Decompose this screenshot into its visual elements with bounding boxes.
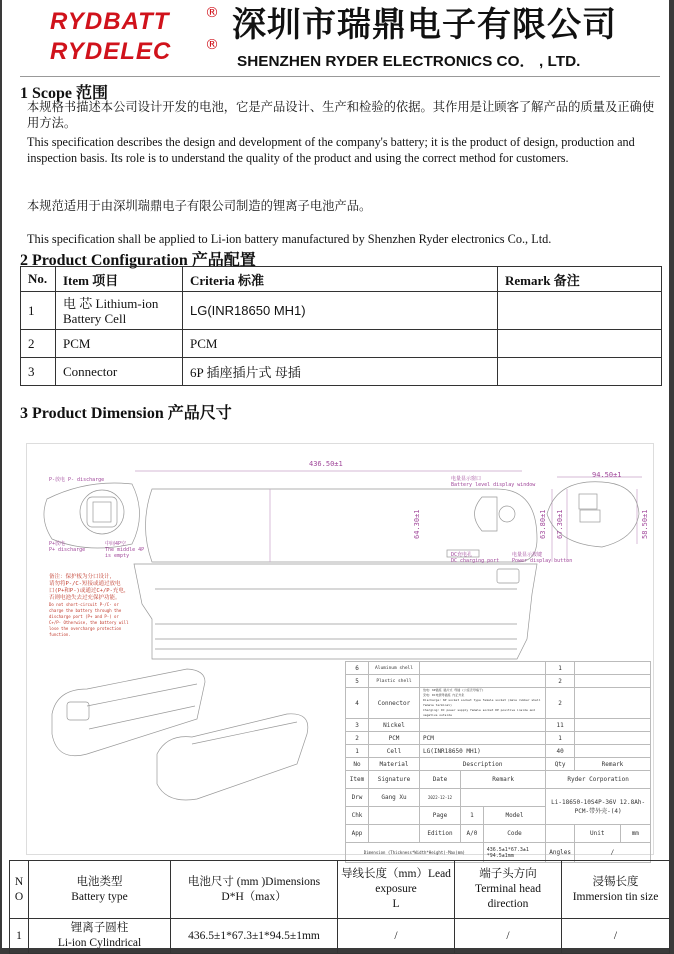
col-no: N O [10,861,29,919]
section-3-heading: 3 Product Dimension 产品尺寸 [20,405,232,422]
tb-empty [546,825,575,843]
battery-iso-view-2 [157,714,308,800]
tb-edition: A/0 [461,825,484,843]
tb-drw: Drw [346,789,369,807]
bom-description [420,675,546,688]
tb-app: App [346,825,369,843]
col-dimensions: 电池尺寸 (mm )Dimensions D*H（max） [171,861,338,919]
product-dimension-drawing [26,443,654,859]
annotation-dc-port: DC充电孔 DC charging port [451,552,500,564]
tb-corporation: Ryder Corporation [546,771,651,789]
title-block-row [346,825,651,843]
row-battery-type: 锂离子圆柱 Li-ion Cylindrical [29,919,171,954]
bom-qty: 11 [546,719,575,732]
col-criteria: Criteria 标准 [183,267,498,292]
battery-top-view [134,564,537,659]
col-battery-type: 电池类型 Battery type [29,861,171,919]
row-item: PCM [56,330,183,358]
tb-angles-label: Angles [546,843,575,863]
bom-no: 3 [346,719,369,732]
tb-code: Code [483,825,546,843]
bom-header-no: No [346,758,369,771]
bom-header-material: Material [369,758,420,771]
row-no: 2 [21,330,56,358]
col-no: No. [21,267,56,292]
tb-date: Date [420,771,461,789]
tb-drw-name: Gang Xu [369,789,420,807]
connector-socket [87,497,117,527]
tb-unit-label: Unit [574,825,620,843]
battery-summary-table [9,860,670,954]
row-criteria: LG(INR18650 MH1) [183,292,498,330]
row-no: 1 [10,919,29,954]
bom-header-remark: Remark [574,758,650,771]
tb-item: Item [346,771,369,789]
company-name-en: SHENZHEN RYDER ELECTRONICS CO． , LTD. [237,53,581,70]
tb-page-label: Page [420,807,461,825]
registered-mark-icon: ® [205,37,219,53]
dc-port-housing [475,497,498,531]
scope-en-text: This specification describes the design and development of the company's battery; it is the product of design, production and inspection basis. Its role is to understand the quality of the product and using the correct method for customers. [27,135,635,165]
dim-height-4: 58.50±1 [641,509,649,539]
tb-dim-label: Dimension (Thickness*Width*Height)-Max(mm) [346,843,484,863]
bom-no: 1 [346,745,369,758]
bom-description: LG(INR18650 MH1) [420,745,546,758]
bom-description: 放电：6P插座 插片式 母插 (公座壳母端子) 充电：DC电源母插座 内正外负 Discharge: 6P socket socket type female socket (male rubber shell female terminal) Charging: DC power supply female socket DP positive inside and negative outside [420,688,546,719]
bom-remark [574,719,650,732]
bom-remark [574,675,650,688]
note-en: Do not short-circuit P-/C- or charge the battery through the discharge port (P+ and P-) or C+/P- Otherwise, the battery will lose the overcharge protection function. [49,602,129,637]
annotation-middle-empty: 中间4P空 The middle 4P is empty [105,541,145,559]
bom-row [346,719,651,732]
bom-remark [574,732,650,745]
row-terminal-direction: / [455,919,562,954]
summary-row [10,919,670,954]
bom-description: PCM [420,732,546,745]
bom-row [346,675,651,688]
dim-width: 94.50±1 [592,471,622,479]
tb-dim-value: 436.5±1*67.3±1 *94.5±1mm [483,843,546,863]
bom-material: Nickel [369,719,420,732]
dim-height-3: 67.30±1 [556,509,564,539]
tb-edition-label: Edition [420,825,461,843]
col-lead-exposure: 导线长度（mm）Lead exposure L [338,861,455,919]
bom-material: Cell [369,745,420,758]
bom-row [346,745,651,758]
annotation-power-button: 电量显示按键 Power display button [512,552,573,564]
bom-material: Plastic shell [369,675,420,688]
bom-qty: 1 [546,732,575,745]
bom-no: 2 [346,732,369,745]
tb-page-no: 1 [461,807,484,825]
bom-row [346,732,651,745]
col-item: Item 项目 [56,267,183,292]
tb-drw-date: 2022-12-12 [420,789,461,807]
tb-model-desc: Li-18650-10S4P-36V 12.8Ah-PCM-带外壳-(4) [546,789,651,825]
row-criteria: 6P 插座插片式 母插 [183,358,498,386]
bom-header-qty: Qty [546,758,575,771]
row-dimensions: 436.5±1*67.3±1*94.5±1mm [171,919,338,954]
bom-header-row [346,758,651,771]
scope-cn-applicability: 本规范适用于由深圳瑞鼎电子有限公司制造的锂离子电池产品。 [27,199,372,213]
title-block-row [346,789,651,807]
summary-header-row [10,861,670,919]
tb-empty [369,807,420,825]
company-name-cn: 深圳市瑞鼎电子有限公司 [232,5,617,45]
bom-remark [574,745,650,758]
bom-qty: 2 [546,675,575,688]
tb-angles: / [574,843,650,863]
tb-remark: Remark [461,771,546,789]
dim-height-1: 64.30±1 [413,509,421,539]
bom-no: 4 [346,688,369,719]
tb-chk: Chk [346,807,369,825]
bom-row [346,688,651,719]
tb-signature: Signature [369,771,420,789]
logo-rydelec: RYDELEC [50,38,172,65]
title-block-row [346,771,651,789]
row-item: Connector [56,358,183,386]
col-terminal-direction: 端子头方向 Terminal head direction [455,861,562,919]
tb-empty [369,825,420,843]
bom-row [346,662,651,675]
bom-material: PCM [369,732,420,745]
row-no: 1 [21,292,56,330]
bom-remark [574,662,650,675]
bom-description [420,719,546,732]
bom-no: 5 [346,675,369,688]
annotation-display-window: 电量显示窗口 Battery level display window [451,476,536,488]
section-1-heading: 1 Scope 范围 [20,85,109,102]
scope-cn-text: 本规格书描述本公司设计开发的电池，它是产品设计、生产和检验的依据。其作用是让顾客了解产品的质量及正确使用方法。 [27,100,655,130]
table-header-row [21,267,662,292]
spec-page [2,0,669,948]
row-remark [498,292,662,330]
bill-of-materials-table [345,661,651,863]
annotation-p-minus: P-放电 P- discharge [49,477,105,483]
bom-no: 6 [346,662,369,675]
annotation-p-plus: P+放电 P+ discharge [49,541,86,553]
bom-description [420,662,546,675]
battery-iso-view-1 [52,669,205,756]
bom-material: Aluminum shell [369,662,420,675]
row-remark [498,358,662,386]
bom-qty: 40 [546,745,575,758]
note-cn: 备注：保护板为分口设计， 请勿将P-/C-短接或通过放电 口(P+和P-)或通过C+/P-充电， 否则电池失去过充保护功能。 [49,574,130,601]
section-2-heading: 2 Product Configuration 产品配置 [20,252,256,269]
table-row [21,292,662,330]
row-lead-exposure: / [338,919,455,954]
dim-height-2: 63.80±1 [539,509,547,539]
row-remark [498,330,662,358]
col-remark: Remark 备注 [498,267,662,292]
product-configuration-table [20,266,662,386]
row-no: 3 [21,358,56,386]
row-immersion-tin: / [562,919,670,954]
registered-mark-icon: ® [205,5,219,21]
logo-rydbatt: RYDBATT [50,8,170,35]
tb-model: Model [483,807,546,825]
row-item: 电 芯 Lithium-ion Battery Cell [56,292,183,330]
dim-length: 436.50±1 [309,460,343,468]
table-row [21,330,662,358]
bom-material: Connector [369,688,420,719]
row-criteria: PCM [183,330,498,358]
col-immersion-tin: 浸锡长度 Immersion tin size [562,861,670,919]
tb-empty [461,789,546,807]
header-divider [20,76,660,77]
power-button [499,506,515,522]
bom-remark [574,688,650,719]
bom-header-description: Description [420,758,546,771]
table-row [21,358,662,386]
bom-qty: 1 [546,662,575,675]
scope-en-applicability: This specification shall be applied to Li-ion battery manufactured by Shenzhen Ryder electronics Co., Ltd. [27,232,552,246]
tb-unit: mm [620,825,650,843]
bom-qty: 2 [546,688,575,719]
connector-ring [80,490,124,534]
